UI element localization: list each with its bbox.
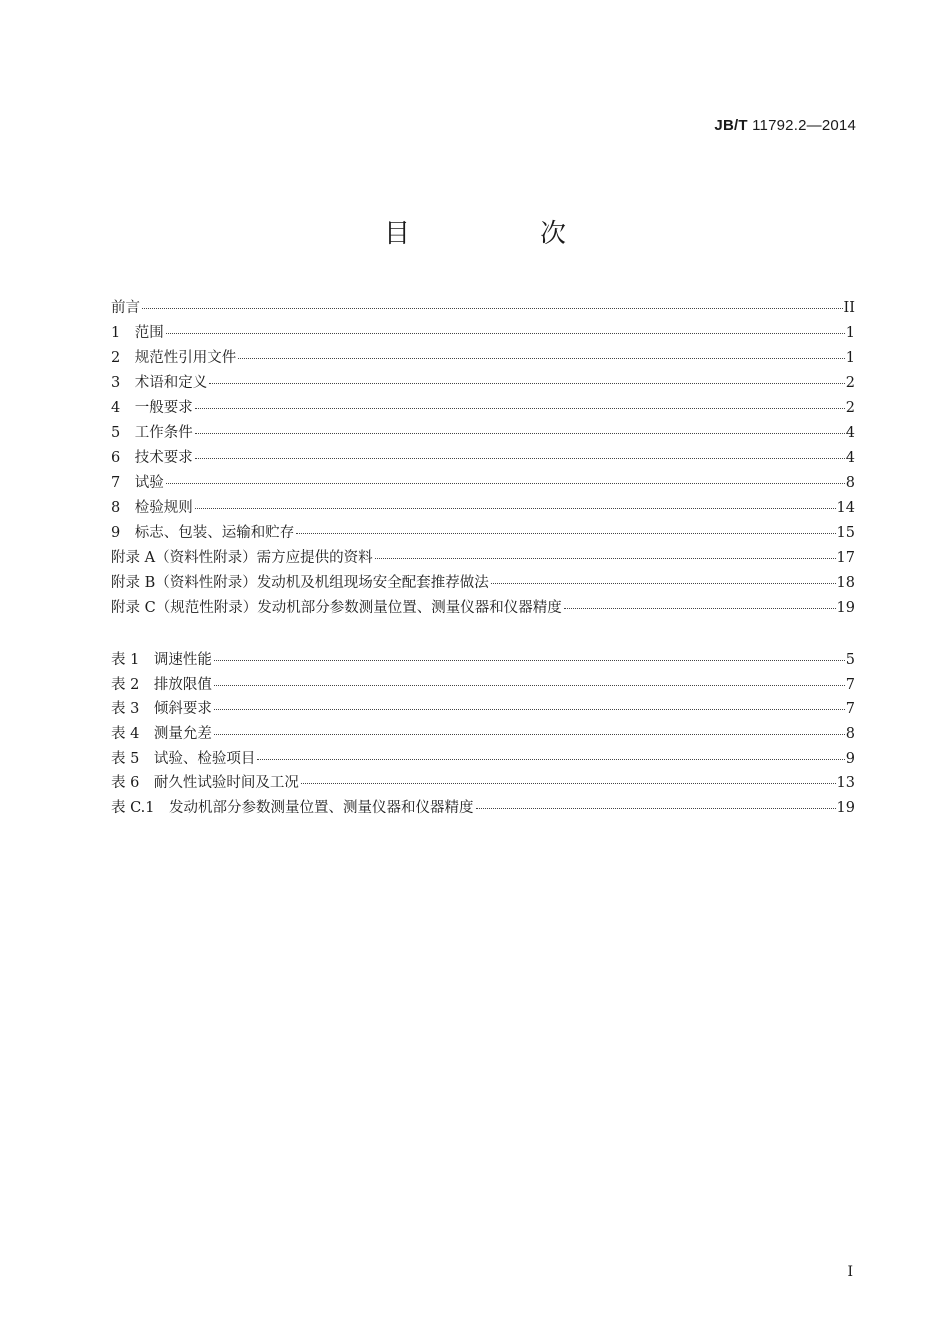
toc-main-list <box>111 296 855 621</box>
toc-entry[interactable] <box>111 346 855 371</box>
toc-entry-page: 4 <box>845 450 855 466</box>
toc-entry-label: 表 5 试验、检验项目 <box>111 750 256 767</box>
toc-entry-label: 表 2 排放限值 <box>111 676 212 693</box>
toc-entry-label: 6 技术要求 <box>111 450 193 466</box>
toc-entry-page: 9 <box>845 750 855 767</box>
toc-entry-page: 7 <box>845 701 855 718</box>
toc-entry-page: 4 <box>845 425 855 441</box>
dot-leader <box>142 307 843 309</box>
toc-entry-label: 表 6 耐久性试验时间及工况 <box>111 775 299 792</box>
toc-entry[interactable] <box>111 396 855 421</box>
toc-entry-page: 17 <box>836 550 855 566</box>
toc-entry-page: 2 <box>845 375 855 391</box>
toc-title: 目 次 <box>383 219 618 249</box>
dot-leader <box>375 557 836 559</box>
toc-entry[interactable] <box>111 321 855 346</box>
toc-entry-label: 7 试验 <box>111 475 164 491</box>
toc-entry-label: 附录 C（规范性附录）发动机部分参数测量位置、测量仪器和仪器精度 <box>111 600 562 616</box>
toc-entry-page: II <box>843 300 855 316</box>
dot-leader <box>214 733 845 735</box>
toc-entry[interactable] <box>111 521 855 546</box>
toc-entry[interactable] <box>111 747 855 772</box>
toc-entry-label: 附录 B（资料性附录）发动机及机组现场安全配套推荐做法 <box>111 575 489 591</box>
toc-entry-page: 8 <box>845 726 855 743</box>
toc-entry-label: 8 检验规则 <box>111 500 193 516</box>
dot-leader <box>301 782 836 784</box>
page-number: I <box>847 1264 853 1280</box>
document-code <box>714 117 856 134</box>
toc-entry-label: 表 4 测量允差 <box>111 726 212 743</box>
dot-leader <box>296 532 835 534</box>
dot-leader <box>195 457 845 459</box>
toc-entry-page: 2 <box>845 400 855 416</box>
toc-entry-page: 14 <box>836 500 855 516</box>
dot-leader <box>238 357 845 359</box>
toc-entry[interactable] <box>111 697 855 722</box>
document-code-prefix: JB/T <box>714 117 748 134</box>
toc-entry-label: 1 范围 <box>111 325 164 341</box>
toc-entry-page: 8 <box>845 475 855 491</box>
toc-entry[interactable] <box>111 771 855 796</box>
toc-entry-label: 表 C.1 发动机部分参数测量位置、测量仪器和仪器精度 <box>111 800 474 817</box>
toc-entry[interactable] <box>111 371 855 396</box>
toc-entry-page: 18 <box>836 575 855 591</box>
toc-entry-page: 5 <box>845 652 855 668</box>
toc-entry-label: 前言 <box>111 300 140 316</box>
toc-entry-label: 表 3 倾斜要求 <box>111 701 212 718</box>
toc-entry-label: 3 术语和定义 <box>111 375 208 391</box>
toc-entry[interactable] <box>111 648 855 673</box>
toc-entry[interactable] <box>111 571 855 596</box>
dot-leader <box>564 607 836 609</box>
toc-entry-label: 5 工作条件 <box>111 425 193 441</box>
toc-entry-page: 1 <box>845 350 855 366</box>
toc-entry-label: 2 规范性引用文件 <box>111 350 237 366</box>
dot-leader <box>166 482 845 484</box>
dot-leader <box>209 382 845 384</box>
dot-leader <box>214 659 845 661</box>
toc-entry-page: 19 <box>836 600 855 616</box>
toc-entry-label: 表 1 调速性能 <box>111 652 212 668</box>
toc-entry-page: 13 <box>836 775 855 792</box>
document-code-number: 11792.2—2014 <box>752 117 856 134</box>
dot-leader <box>491 582 836 584</box>
dot-leader <box>166 332 845 334</box>
toc-entry[interactable] <box>111 596 855 621</box>
toc-entry[interactable] <box>111 496 855 521</box>
dot-leader <box>214 708 845 710</box>
toc-entry[interactable] <box>111 446 855 471</box>
toc-entry-page: 1 <box>845 325 855 341</box>
toc-entry-page: 15 <box>836 525 855 541</box>
dot-leader <box>214 684 845 686</box>
toc-entry[interactable] <box>111 673 855 698</box>
toc-entry-page: 19 <box>836 800 855 817</box>
toc-entry-page: 7 <box>845 676 855 693</box>
dot-leader <box>476 807 836 809</box>
toc-entry-label: 4 一般要求 <box>111 400 193 416</box>
dot-leader <box>257 758 844 760</box>
dot-leader <box>195 432 845 434</box>
dot-leader <box>195 507 836 509</box>
toc-entry[interactable] <box>111 546 855 571</box>
toc-entry-label: 9 标志、包装、运输和贮存 <box>111 525 295 541</box>
toc-entry[interactable] <box>111 796 855 821</box>
toc-entry[interactable] <box>111 296 855 321</box>
toc-entry[interactable] <box>111 421 855 446</box>
toc-tables-list <box>111 648 855 821</box>
dot-leader <box>195 407 845 409</box>
toc-entry[interactable] <box>111 722 855 747</box>
toc-entry-label: 附录 A（资料性附录）需方应提供的资料 <box>111 550 373 566</box>
toc-entry[interactable] <box>111 471 855 496</box>
